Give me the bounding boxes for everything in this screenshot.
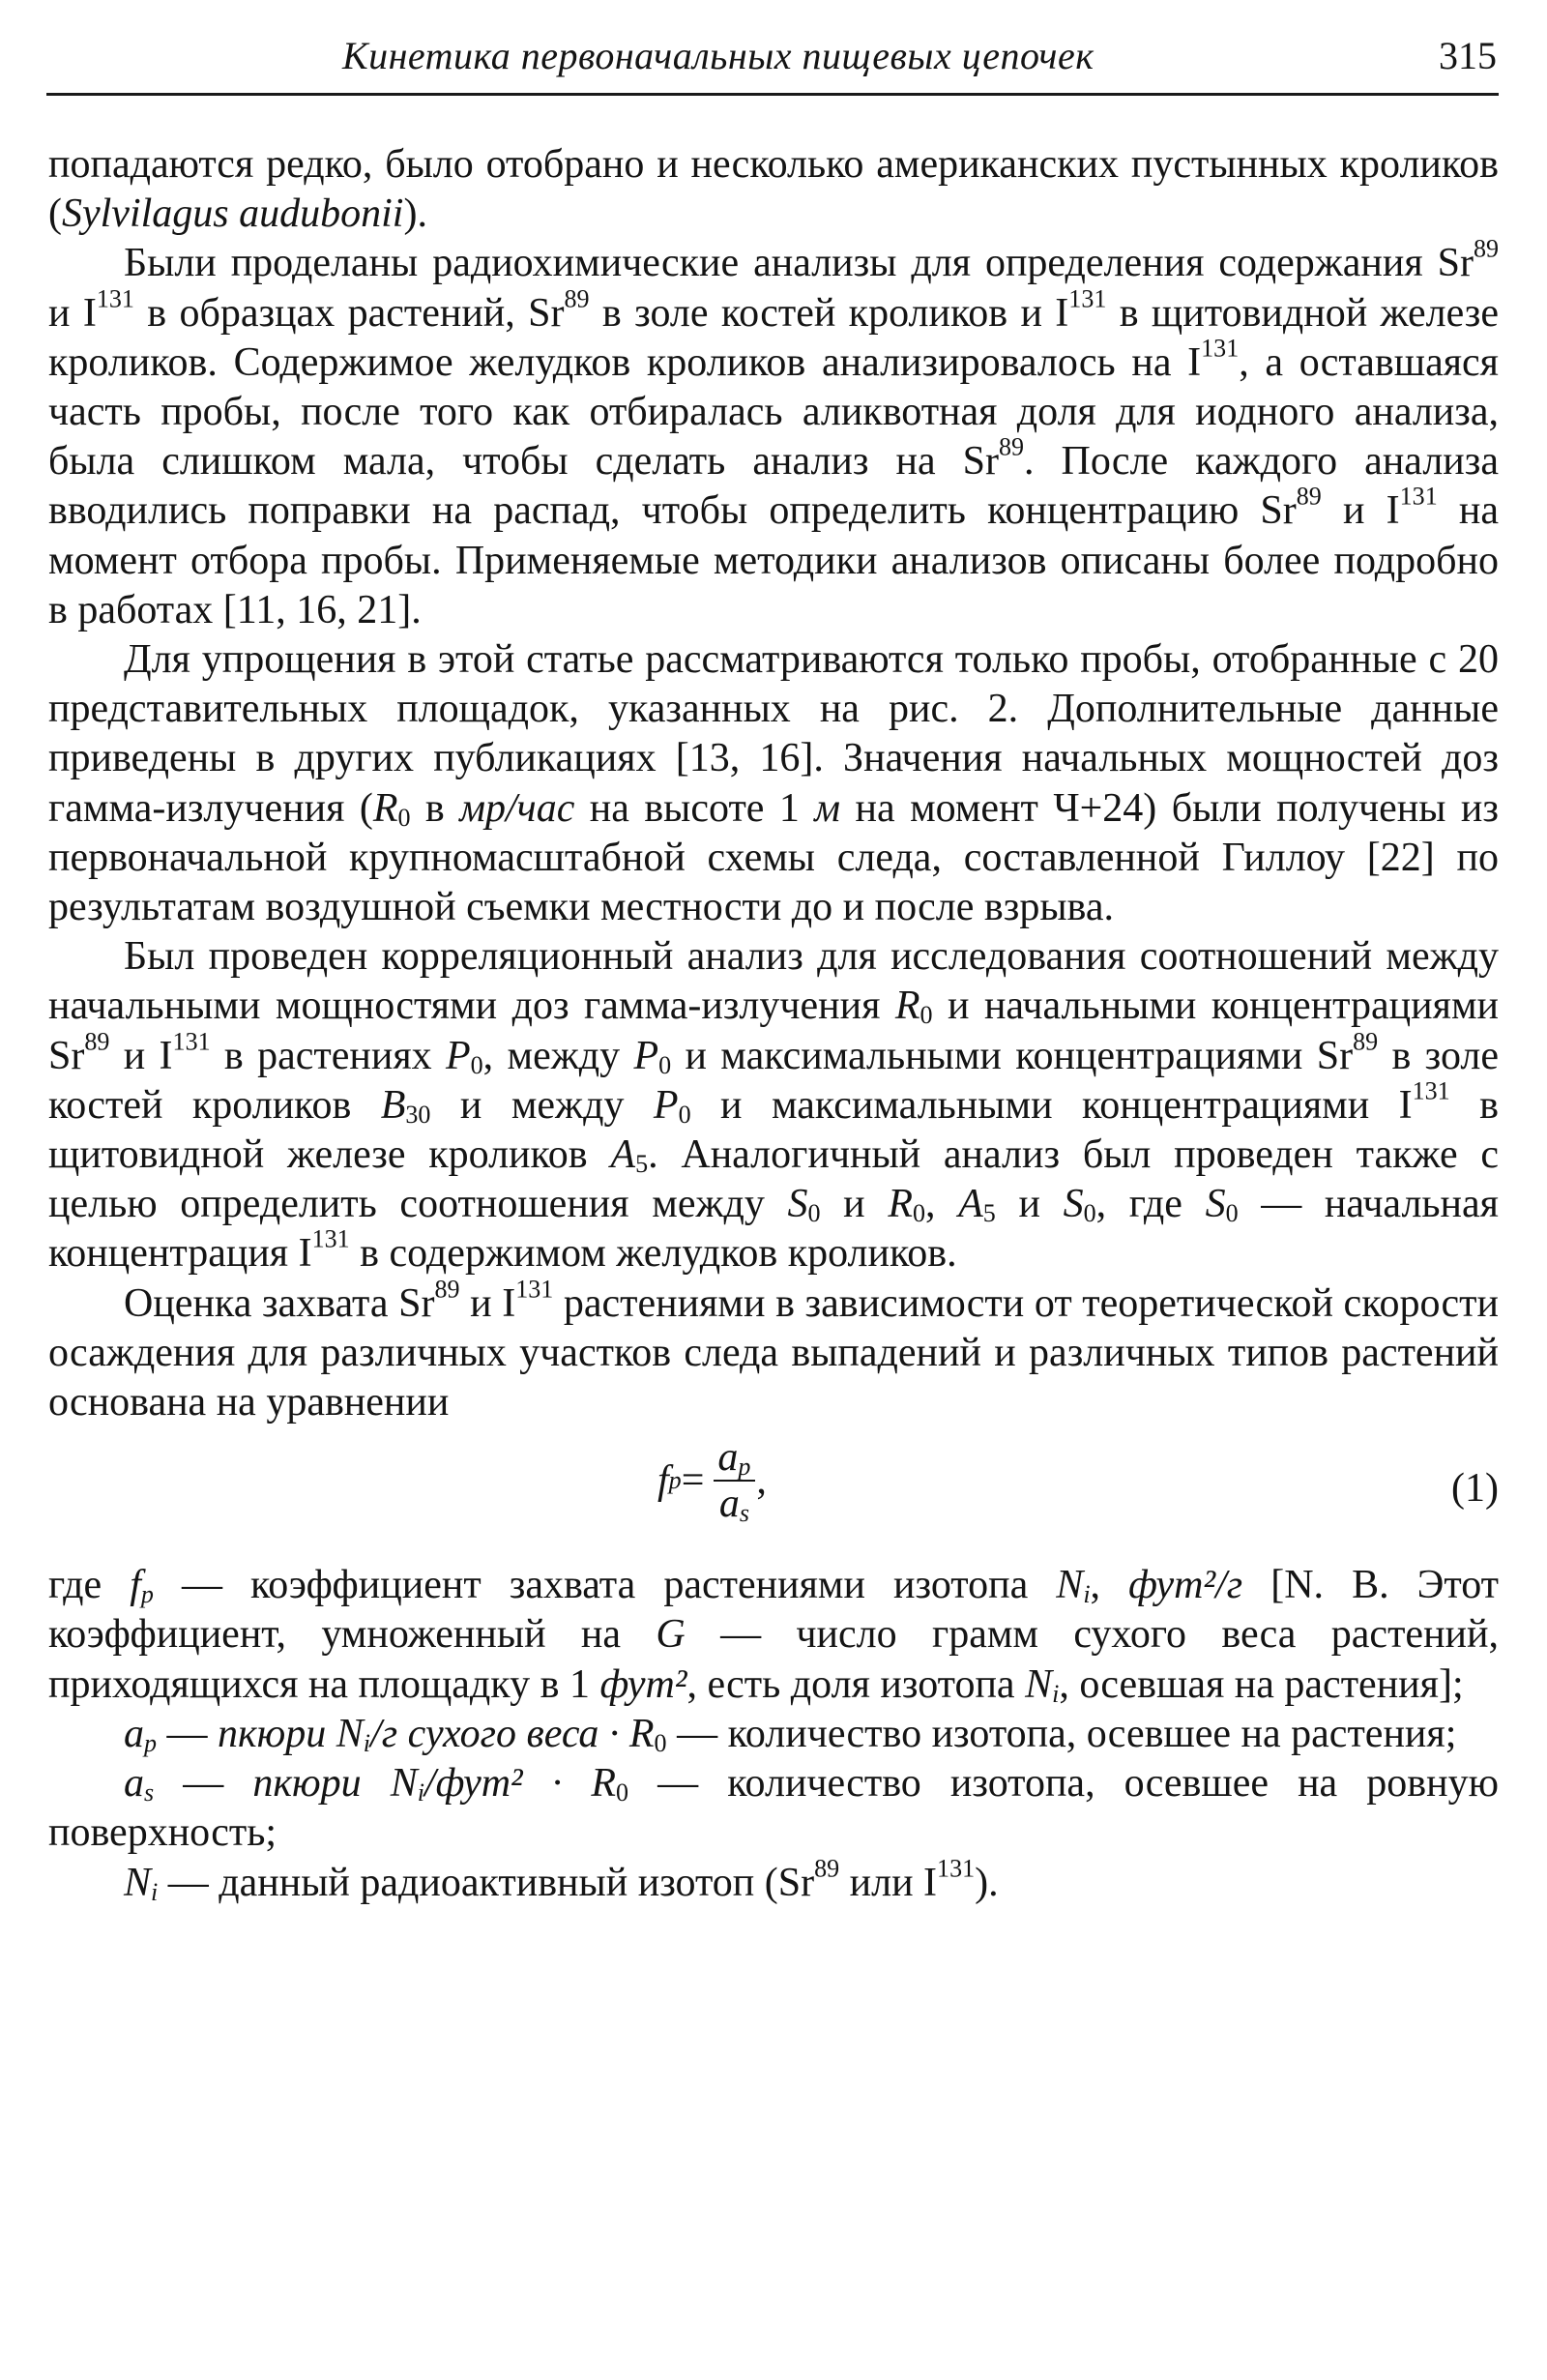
- species-name: Sylvilagus audubonii: [62, 191, 404, 237]
- equation-body: f p = $\frac{a_p}{a_s}$ ,: [657, 1435, 767, 1528]
- paragraph-5: Оценка захвата Sr$^{89}$ и $I^{131}$ растениями в зависимости от теоретической скорости осаждения для различных участков следа выпадений и различных типов растений основана на уравнении: [48, 1275, 1499, 1425]
- definition-fp: где $f_p$ — коэффициент захвата растениями изотопа $N_i$, фут²/г [N. B. Этот коэффициент, умноженный на G — число грамм сухого веса растений, приходящихся на площадку в 1 фут², есть доля изотопа $N_i$, осевшая на растения];: [48, 1563, 1499, 1708]
- paragraph-4: Был проведен корреляционный анализ для исследования соотношений между начальными мощностями доз гамма-излучения $R_0$ и начальными концентрациями Sr$^{89}$ и $I^{131}$ в растениях $P_0$, между $P_0$ и максимальными концентрациями Sr$^{89}$ в золе костей кроликов $B_{30}$ и между $P_0$ и максимальными концентрациями $I^{131}$ в щитовидной железе кроликов $A_5$. Аналогичный анализ был проведен также с целью определить соотношения между $S_0$ и $R_0$, $A_5$ и $S_0$, где $S_0$ — начальная концентрация $I^{131}$ в содержимом желудков кроликов.: [48, 934, 1500, 1277]
- page-number: 315: [1439, 34, 1497, 77]
- definition-ap: $a_p$ — пкюри $N_i/г$ сухого веса · $R_0$ — количество изотопа, осевшее на растения;: [124, 1711, 1457, 1758]
- paragraph-3: Для упрощения в этой статье рассматриваются только пробы, отобранные с 20 представительных площадок, указанных на рис. 2. Дополнительные данные приведены в других публикациях [13, 16]. Значения начальных мощностей доз гамма-излучения ($R_0$ в мр/час на высоте 1 м на момент Ч+24) были получены из первоначальной крупномасштабной схемы следа, составленной Гиллоу [22] по результатам воздушной съемки местности до и после взрыва.: [48, 637, 1499, 930]
- equation-number: (1): [1451, 1466, 1499, 1512]
- definition-ni: $N_i$ — данный радиоактивный изотоп (Sr$^{89}$ или $I^{131}$).: [124, 1853, 999, 1906]
- running-title: Кинетика первоначальных пищевых цепочек: [342, 34, 1095, 77]
- page-header: [46, 21, 1499, 96]
- paragraph-2: Были проделаны радиохимические анализы для определения содержания Sr$^{89}$ и $I^{131}$ в образцах растений, Sr$^{89}$ в золе костей кроликов и $I^{131}$ в щитовидной железе кроликов. Содержимое желудков кроликов анализировалось на $I^{131}$, а оставшаяся часть пробы, после того как отбиралась аликвотная доля для иодного анализа, была слишком мала, чтобы сделать анализ на Sr$^{89}$. После каждого анализа вводились поправки на распад, чтобы определить концентрацию Sr$^{89}$ и $I^{131}$ на момент отбора пробы. Применяемые методики анализов описаны более подробно в работах [11, 16, 21].: [48, 234, 1500, 632]
- body-text: [48, 140, 1499, 1908]
- equation-1: [48, 1433, 1499, 1549]
- definition-as: $a_s$ — пкюри $N_i$/фут² · $R_0$ — количество изотопа, осевшее на ровную поверхность;: [48, 1761, 1499, 1856]
- fraction: $\frac{a_p}{a_s}$: [712, 1435, 756, 1526]
- paragraph-1: попадаются редко, было отобрано и несколько американских пустынных кроликов (Sylvilagus audubonii).: [48, 142, 1499, 237]
